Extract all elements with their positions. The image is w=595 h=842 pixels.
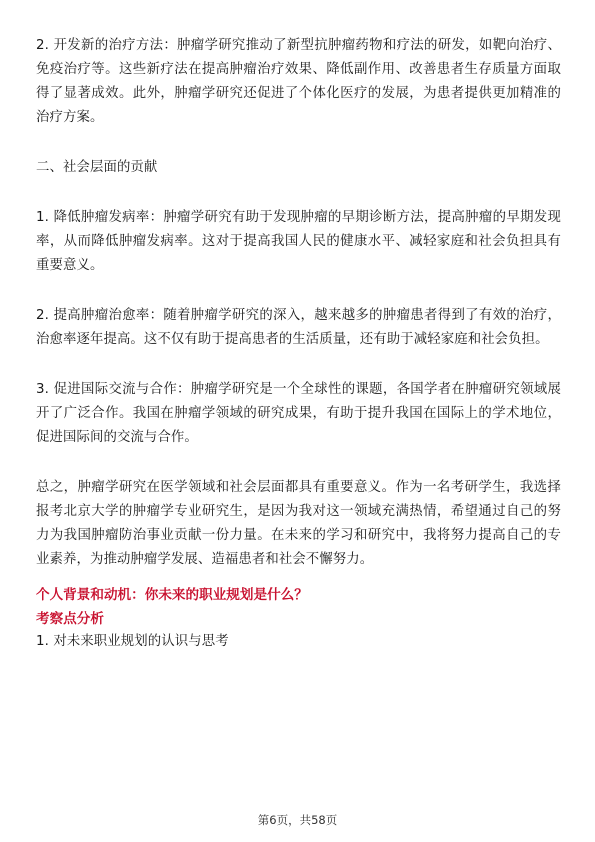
paragraph-lower-incidence: 1. 降低肿瘤发病率：肿瘤学研究有助于发现肿瘤的早期诊断方法，提高肿瘤的早期发现率，从而降低肿瘤发病率。这对于提高我国人民的健康水平、减轻家庭和社会负担具有重要意义。 (36, 210, 561, 273)
section-title-social: 二、社会层面的贡献 (36, 160, 158, 175)
paragraph-conclusion: 总之，肿瘤学研究在医学领域和社会层面都具有重要意义。作为一名考研学生，我选择报考北京大学的肿瘤学专业研究生，是因为我对这一领域充满热情，希望通过自己的努力为我国肿瘤防治事业贡献一份力量。在未来的学习和研究中，我将努力提高自己的专业素养，为推动肿瘤学发展、造福患者和社会不懈努力。 (36, 480, 561, 567)
page-content (36, 34, 561, 654)
analysis-heading: 考察点分析 (36, 611, 104, 627)
paragraph-new-treatments: 2. 开发新的治疗方法：肿瘤学研究推动了新型抗肿瘤药物和疗法的研发，如靶向治疗、免疫治疗等。这些新疗法在提高肿瘤治疗效果、降低副作用、改善患者生存质量方面取得了显著成效。此外，肿瘤学研究还促进了个体化医疗的发展，为患者提供更加精准的治疗方案。 (36, 38, 561, 125)
paragraph-cure-rate: 2. 提高肿瘤治愈率：随着肿瘤学研究的深入，越来越多的肿瘤患者得到了有效的治疗，治愈率逐年提高。这不仅有助于提高患者的生活质量，还有助于减轻家庭和社会负担。 (36, 308, 561, 347)
paragraph-international-cooperation: 3. 促进国际交流与合作：肿瘤学研究是一个全球性的课题，各国学者在肿瘤研究领域展开了广泛合作。我国在肿瘤学领域的研究成果，有助于提升我国在国际上的学术地位，促进国际间的交流与合作。 (36, 382, 561, 445)
analysis-point-1: 1. 对未来职业规划的认识与思考 (36, 634, 229, 649)
page-number-footer: 第6页，共58页 (257, 813, 338, 827)
question-title: 个人背景和动机：你未来的职业规划是什么？ (36, 587, 308, 603)
